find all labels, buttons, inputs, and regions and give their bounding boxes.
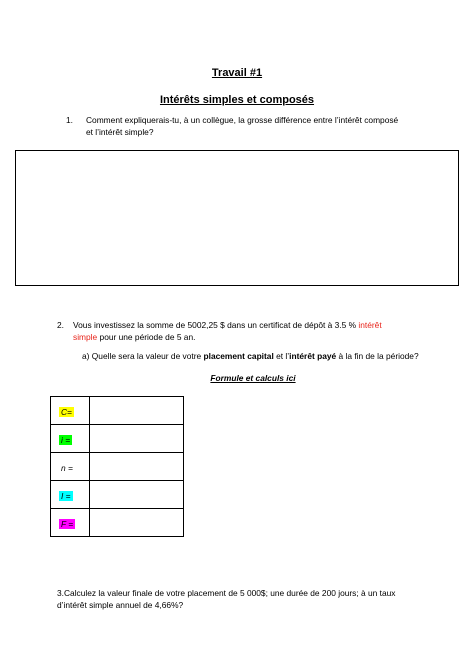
page-title: Travail #1 — [211, 67, 263, 79]
question-2a-bold-1: placement capital — [203, 351, 274, 361]
page-subtitle: Intérêts simples et composés — [159, 94, 315, 106]
variable-interest-value-cell[interactable] — [90, 481, 184, 509]
variable-label-cell — [51, 509, 90, 537]
question-2-red-term-part-2: simple — [73, 332, 98, 342]
variable-f-value-cell[interactable] — [90, 509, 184, 537]
table-row — [51, 397, 184, 425]
variable-label-cell — [51, 397, 90, 425]
variable-interest-label: I = — [61, 490, 71, 501]
question-1-number: 1. — [66, 115, 73, 125]
formula-heading: Formule et calculs ici — [210, 373, 296, 383]
question-2-line-2 — [73, 332, 195, 344]
variable-n-value-cell[interactable] — [90, 453, 184, 481]
question-3-line-1: 3.Calculez la valeur finale de votre placement de 5 000$; une durée de 200 jours; à un taux — [57, 588, 396, 598]
question-2a — [82, 351, 419, 363]
table-row — [51, 425, 184, 453]
variables-table — [50, 396, 184, 537]
variable-n-label: n = — [61, 462, 73, 473]
question-2a-prefix: a) Quelle sera la valeur de votre — [82, 351, 204, 361]
question-2a-mid: et l’ — [273, 351, 290, 361]
question-3-line-2: d’intérêt simple annuel de 4,66%? — [57, 600, 184, 610]
question-2-line-1 — [73, 320, 382, 332]
table-row — [51, 509, 184, 537]
question-2-red-term-part-1: intérêt — [358, 320, 382, 330]
table-row — [51, 453, 184, 481]
variable-i-label: i = — [61, 434, 71, 445]
variable-c-value-cell[interactable] — [90, 397, 184, 425]
variable-f-label: F = — [61, 518, 74, 529]
answer-box[interactable] — [15, 150, 459, 286]
variable-c-label: C= — [61, 406, 72, 417]
variable-label-cell — [51, 481, 90, 509]
question-2-line-1-text: Vous investissez la somme de 5002,25 $ dans un certificat de dépôt à 3.5 % — [73, 320, 359, 330]
question-1-line-1: Comment expliquerais-tu, à un collègue, la grosse différence entre l’intérêt composé — [86, 115, 399, 125]
question-2a-suffix: à la fin de la période? — [336, 351, 419, 361]
variable-i-value-cell[interactable] — [90, 425, 184, 453]
question-2-line-2-text: pour une période de 5 an. — [97, 332, 196, 342]
question-2-number: 2. — [57, 320, 64, 330]
question-1-line-2: et l’intérêt simple? — [86, 127, 154, 137]
variable-label-cell — [51, 453, 90, 481]
table-row — [51, 481, 184, 509]
question-2a-bold-2: intérêt payé — [289, 351, 337, 361]
variable-label-cell — [51, 425, 90, 453]
